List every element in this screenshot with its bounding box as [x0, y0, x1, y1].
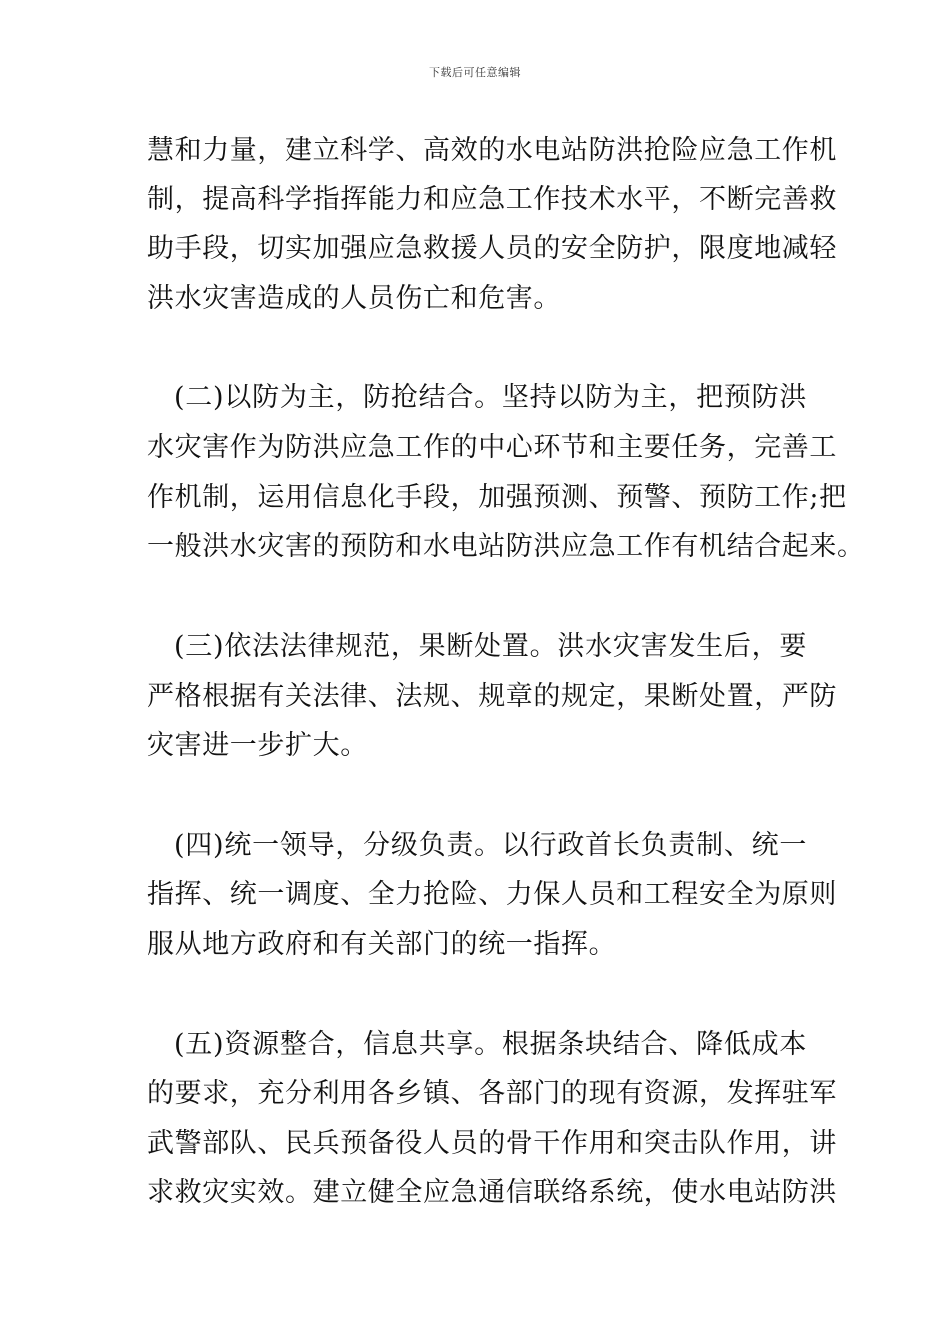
paragraph-2-line-2: 水灾害作为防洪应急工作的中心环节和主要任务，完善工	[147, 432, 837, 463]
paragraph-2-line-4: 一般洪水灾害的预防和水电站防洪应急工作有机结合起来。	[147, 531, 865, 562]
paragraph-4-line-1: (四)统一领导，分级负责。以行政首长负责制、统一	[174, 830, 807, 861]
paragraph-1-line-2: 制，提高科学指挥能力和应急工作技术水平，不断完善救	[147, 184, 837, 215]
paragraph-5-line-2: 的要求，充分利用各乡镇、各部门的现有资源，发挥驻军	[147, 1078, 837, 1109]
paragraph-5-line-4: 求救灾实效。建立健全应急通信联络系统，使水电站防洪	[147, 1177, 837, 1208]
paragraph-5-line-3: 武警部队、民兵预备役人员的骨干作用和突击队作用，讲	[147, 1128, 837, 1159]
paragraph-5-line-1: (五)资源整合，信息共享。根据条块结合、降低成本	[174, 1029, 807, 1060]
paragraph-3-line-3: 灾害进一步扩大。	[147, 730, 368, 761]
paragraph-1-line-4: 洪水灾害造成的人员伤亡和危害。	[147, 283, 561, 314]
paragraph-4-line-2: 指挥、统一调度、全力抢险、力保人员和工程安全为原则	[147, 879, 837, 910]
paragraph-4-line-3: 服从地方政府和有关部门的统一指挥。	[147, 929, 617, 960]
page-header: 下载后可任意编辑	[429, 66, 521, 79]
paragraph-2-line-1: (二)以防为主，防抢结合。坚持以防为主，把预防洪	[174, 382, 807, 413]
paragraph-1-line-1: 慧和力量，建立科学、高效的水电站防洪抢险应急工作机	[147, 135, 837, 166]
paragraph-2-line-3: 作机制，运用信息化手段，加强预测、预警、预防工作;把	[147, 482, 847, 513]
paragraph-3-line-1: (三)依法法律规范，果断处置。洪水灾害发生后，要	[174, 631, 807, 662]
paragraph-1-line-3: 助手段，切实加强应急救援人员的安全防护，限度地减轻	[147, 233, 837, 264]
paragraph-3-line-2: 严格根据有关法律、法规、规章的规定，果断处置，严防	[147, 681, 837, 712]
